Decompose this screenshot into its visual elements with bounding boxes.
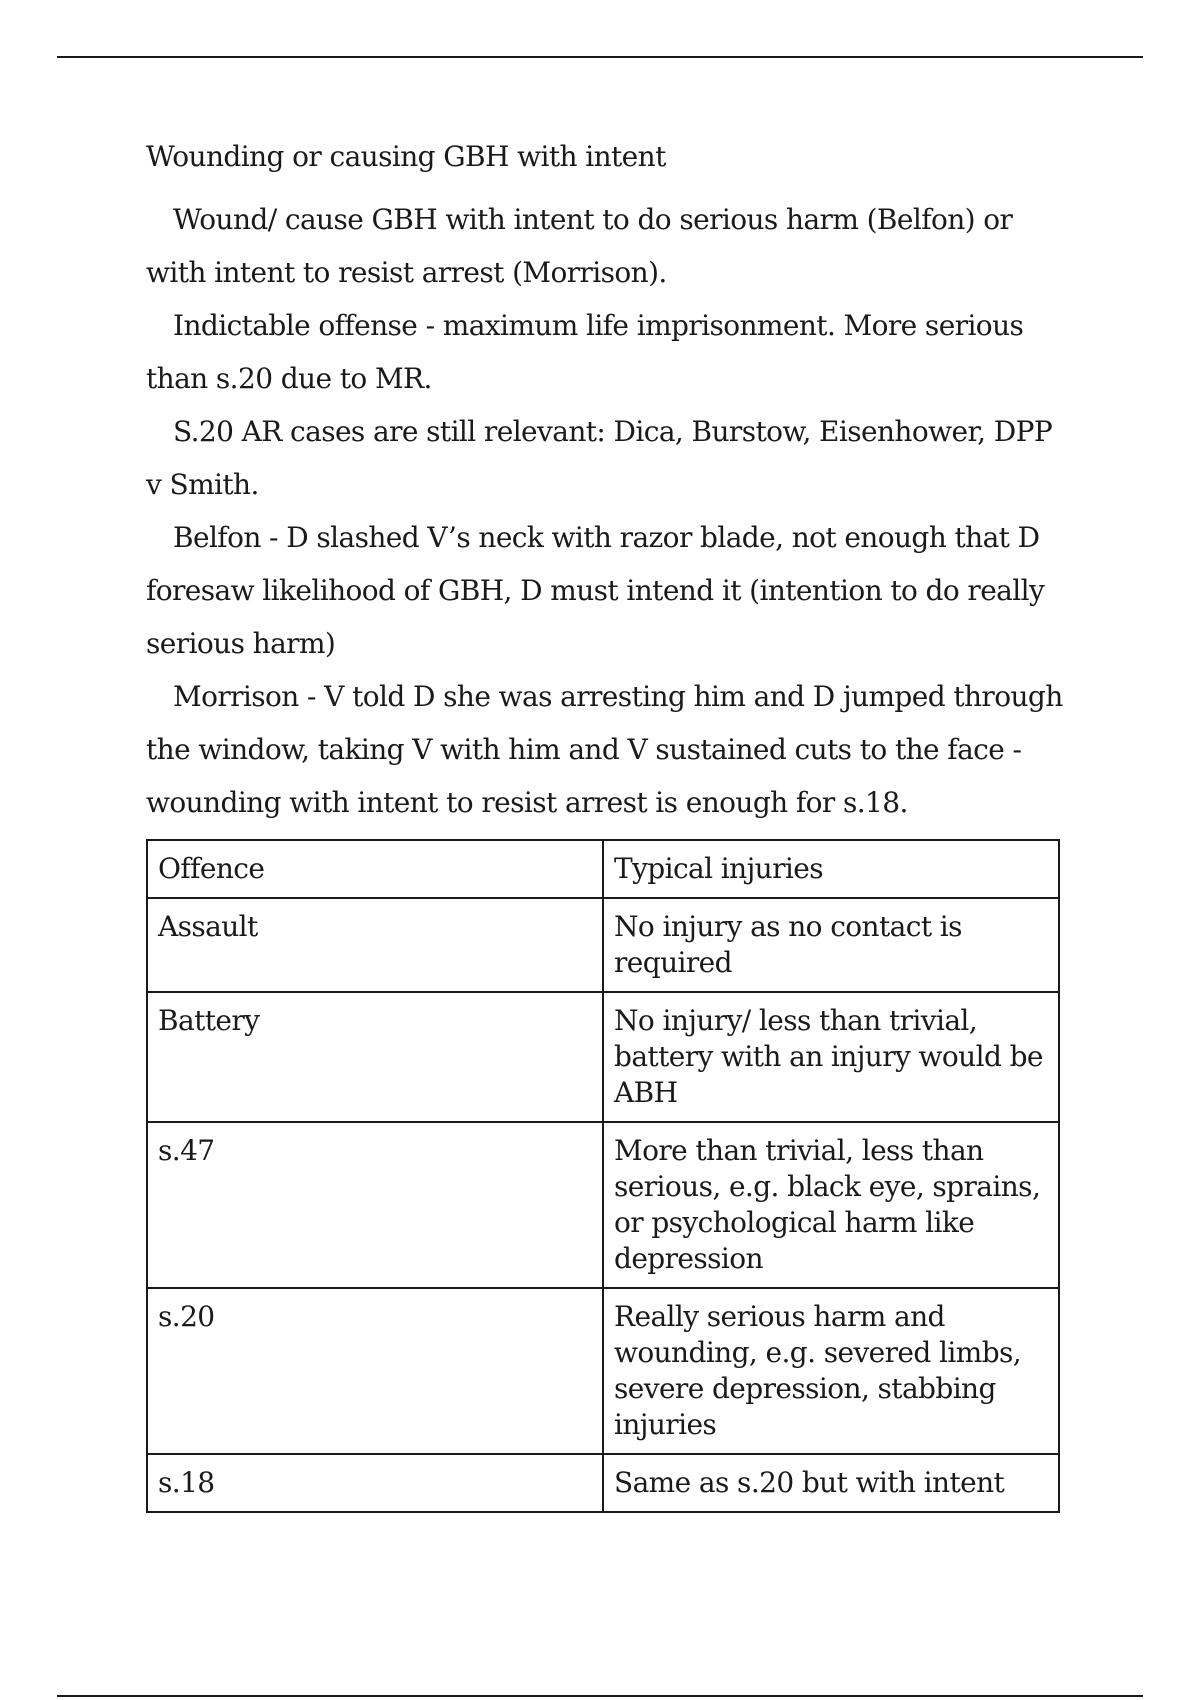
table-header-row <box>147 840 1059 898</box>
table-cell-offence: s.18 <box>147 1454 603 1512</box>
table-row <box>147 1122 1059 1288</box>
page-content <box>146 140 1066 1513</box>
paragraph-morrison: Morrison - V told D she was arresting him and D jumped through the window, taking V with him and V sustained cuts to the face - wounding with intent to resist arrest is enough for s.18. <box>146 680 1063 819</box>
paragraph-definition: Wound/ cause GBH with intent to do serious harm (Belfon) or with intent to resist arrest (Morrison). <box>146 203 1013 289</box>
table-row <box>147 992 1059 1122</box>
table-cell-injuries: Same as s.20 but with intent <box>603 1454 1059 1512</box>
section-heading: Wounding or causing GBH with intent <box>146 140 666 173</box>
paragraph-ar-cases: S.20 AR cases are still relevant: Dica, Burstow, Eisenhower, DPP v Smith. <box>146 415 1053 501</box>
table-cell-offence: s.47 <box>147 1122 603 1288</box>
injuries-table <box>146 839 1060 1513</box>
table-row <box>147 1454 1059 1512</box>
table-cell-injuries: No injury/ less than trivial, battery with an injury would be ABH <box>603 992 1059 1122</box>
table-cell-offence: Assault <box>147 898 603 992</box>
table-cell-offence: Battery <box>147 992 603 1122</box>
table-row <box>147 898 1059 992</box>
paragraph-belfon: Belfon - D slashed V’s neck with razor blade, not enough that D foresaw likelihood of GBH, D must intend it (intention to do really serious harm) <box>146 521 1045 660</box>
table-cell-injuries: Really serious harm and wounding, e.g. severed limbs, severe depression, stabbing injuries <box>603 1288 1059 1454</box>
table-header-offence: Offence <box>147 840 603 898</box>
table-cell-injuries: More than trivial, less than serious, e.g. black eye, sprains, or psychological harm like depression <box>603 1122 1059 1288</box>
table-header-typical-injuries: Typical injuries <box>603 840 1059 898</box>
top-rule <box>57 56 1143 58</box>
paragraph-indictable: Indictable offense - maximum life imprisonment. More serious than s.20 due to MR. <box>146 309 1024 395</box>
bottom-rule <box>57 1695 1143 1697</box>
table-cell-injuries: No injury as no contact is required <box>603 898 1059 992</box>
table-cell-offence: s.20 <box>147 1288 603 1454</box>
table-row <box>147 1288 1059 1454</box>
